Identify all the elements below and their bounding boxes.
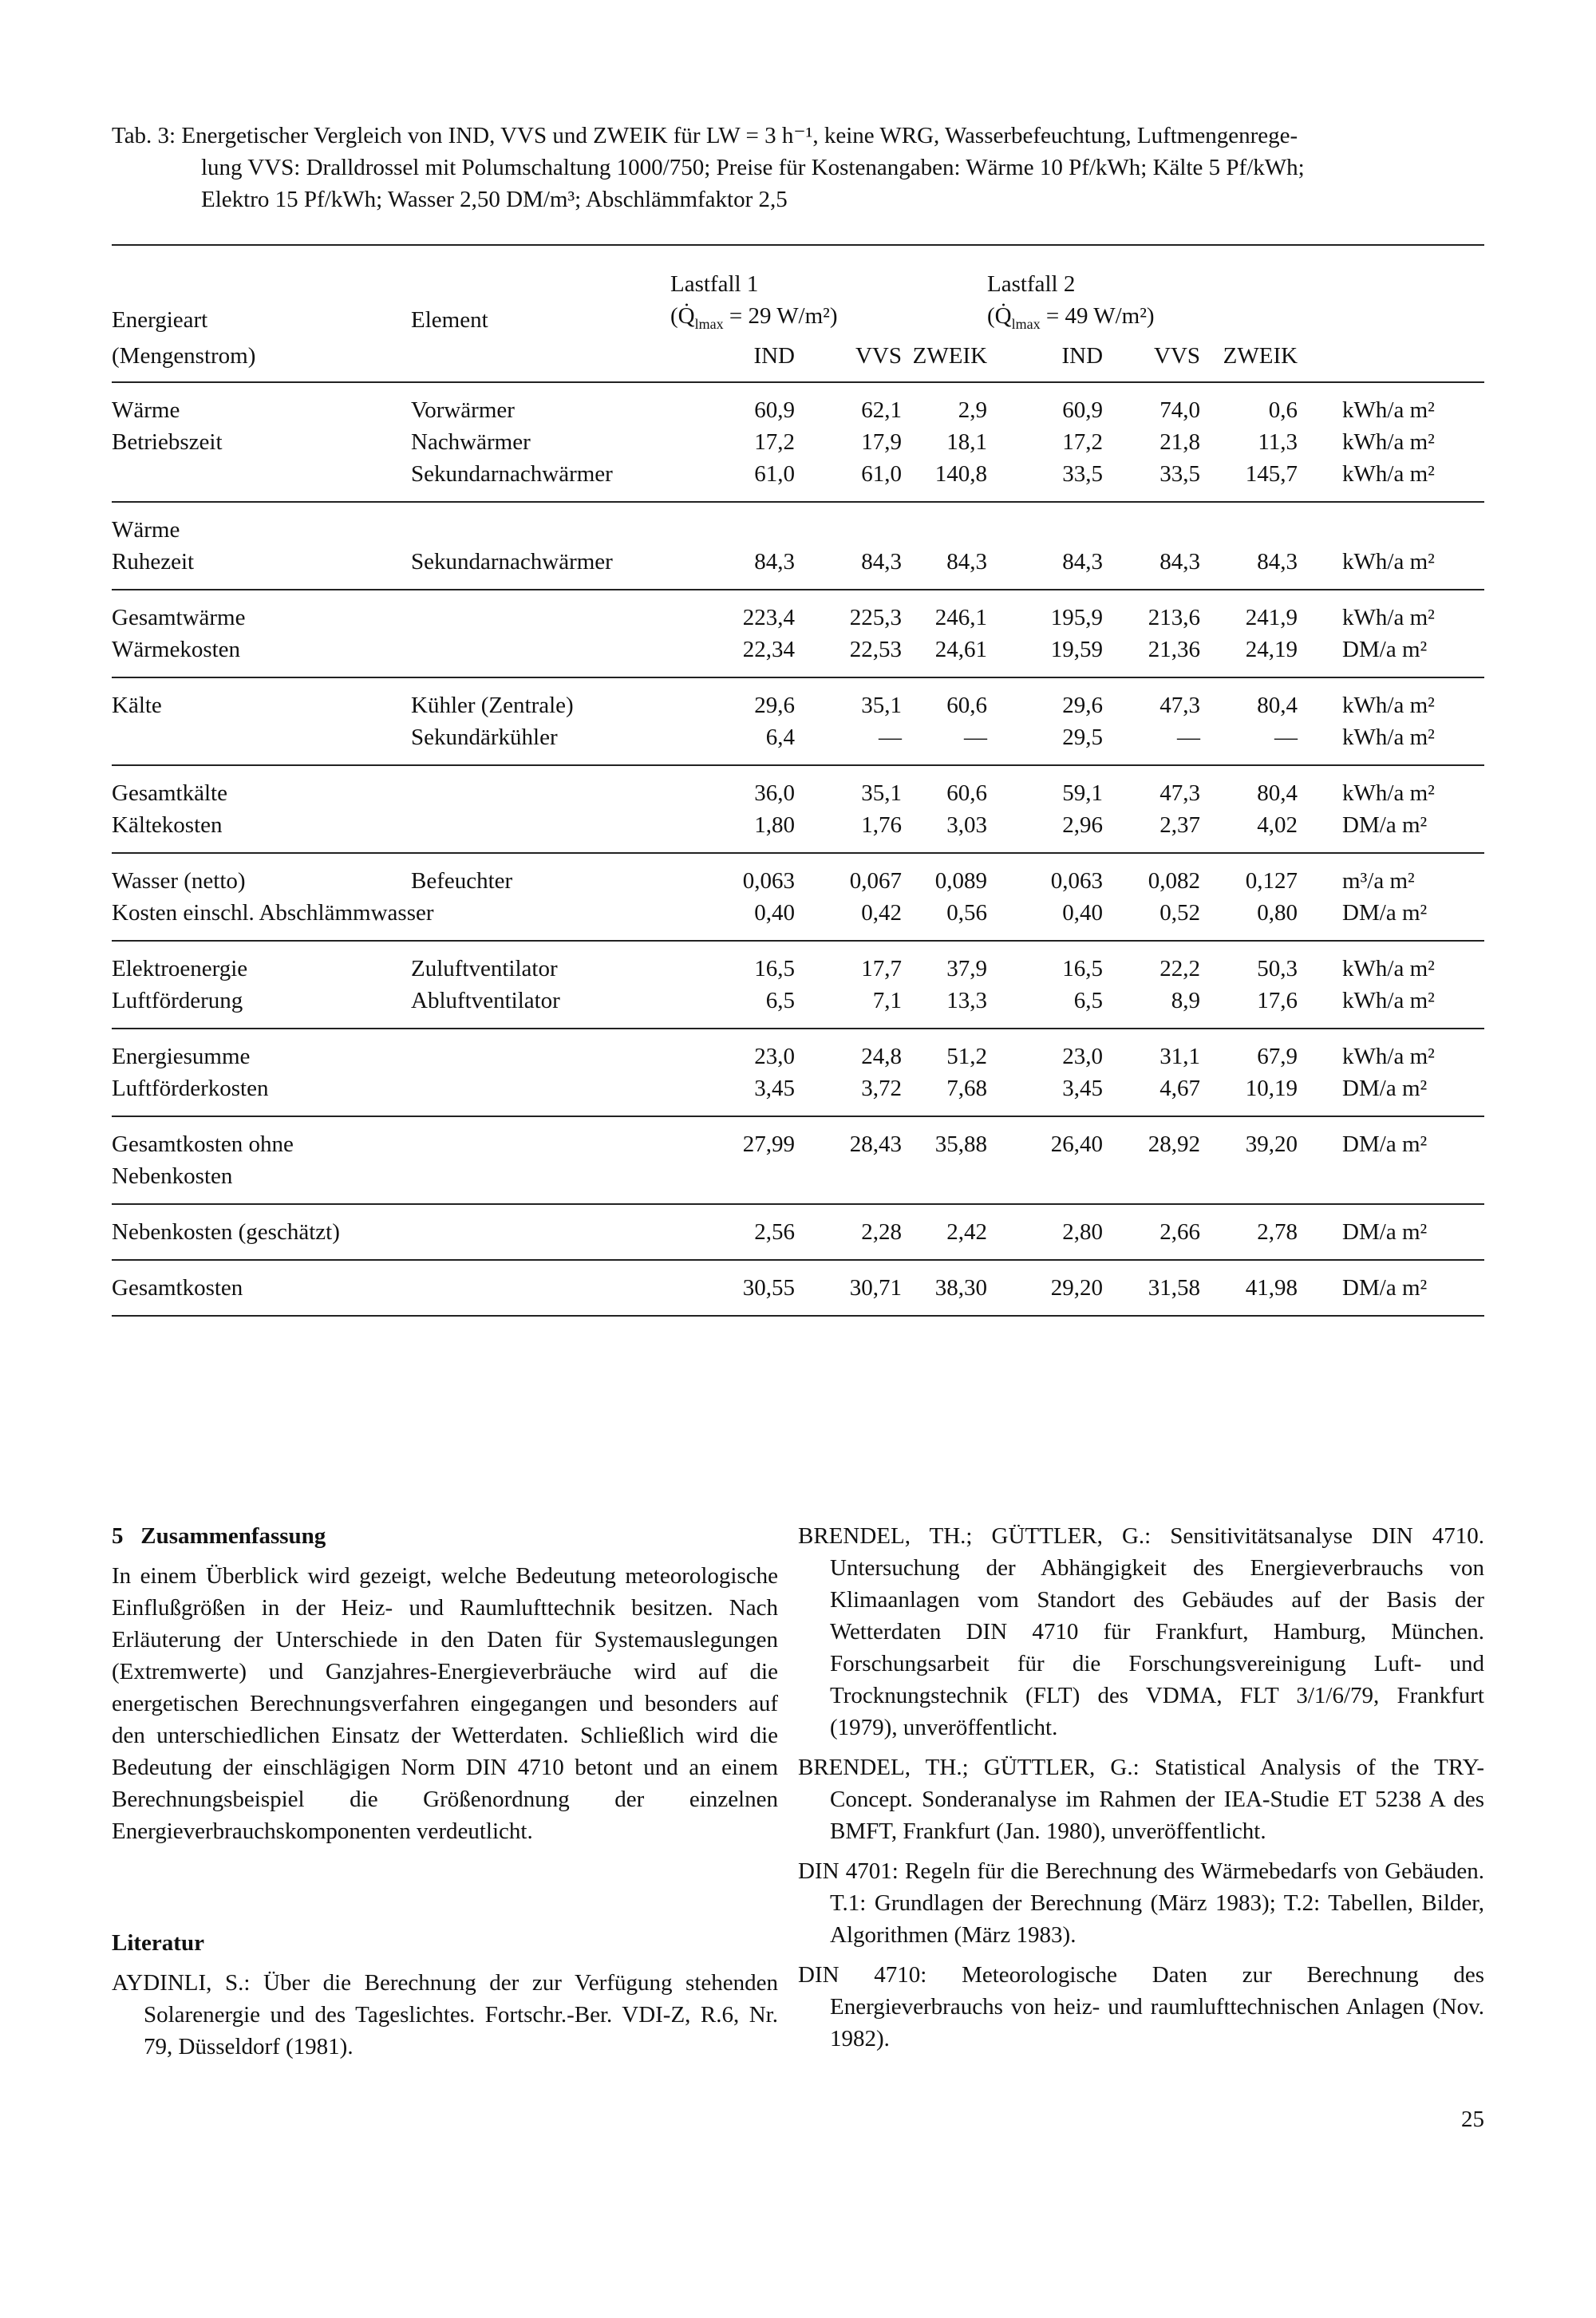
value-cell: 51,2: [946, 1043, 988, 1069]
element-cell: Sekundarnachwärmer: [411, 460, 613, 487]
value-cell: [702, 1160, 795, 1204]
value-cell: 23,0: [754, 1043, 795, 1069]
value-cell: 67,9: [1257, 1043, 1298, 1069]
value-cell: 21,36: [1148, 636, 1201, 662]
energy-type-cell: Wärmekosten: [112, 636, 241, 662]
value-cell: 38,30: [934, 1274, 988, 1301]
table-caption: [112, 120, 1484, 215]
value-cell: 80,4: [1257, 780, 1298, 806]
value-cell: [987, 1160, 1103, 1204]
value-cell: 16,5: [1062, 955, 1104, 981]
unit-cell: kWh/a m²: [1342, 1043, 1435, 1069]
summary-column: [112, 1520, 778, 2071]
element-cell: [411, 1204, 702, 1260]
value-cell: 3,03: [946, 811, 988, 838]
unit-cell: [1298, 502, 1484, 546]
value-cell: 1,80: [754, 811, 795, 838]
value-cell: 145,7: [1245, 460, 1298, 487]
value-cell: 22,34: [742, 636, 795, 662]
value-cell: 59,1: [1062, 780, 1104, 806]
table-row: [112, 1116, 1484, 1160]
system-header: VVS: [1154, 342, 1201, 369]
unit-cell: DM/a m²: [1342, 1131, 1428, 1157]
table-row: [112, 1160, 1484, 1204]
value-cell: 17,7: [861, 955, 902, 981]
energy-type-cell: Wasser (netto): [112, 867, 246, 894]
value-cell: 61,0: [754, 460, 795, 487]
system-header: ZWEIK: [912, 342, 988, 369]
system-header: ZWEIK: [1223, 342, 1298, 369]
value-cell: 21,8: [1159, 428, 1201, 455]
row-group: [112, 590, 1484, 677]
value-cell: 6,5: [765, 987, 795, 1013]
value-cell: 19,59: [1050, 636, 1104, 662]
value-cell: 4,02: [1257, 811, 1298, 838]
element-cell: [411, 897, 702, 941]
value-cell: 39,20: [1245, 1131, 1298, 1157]
energy-type-cell: Luftförderkosten: [112, 1075, 269, 1101]
value-cell: 47,3: [1159, 692, 1201, 718]
value-cell: 29,5: [1062, 724, 1104, 750]
element-cell: Sekundärkühler: [411, 724, 558, 750]
row-group: [112, 1260, 1484, 1316]
value-cell: 6,5: [1073, 987, 1104, 1013]
value-cell: 140,8: [934, 460, 988, 487]
element-cell: [411, 502, 702, 546]
value-cell: 0,42: [861, 899, 902, 926]
value-cell: 7,1: [872, 987, 902, 1013]
value-cell: 62,1: [861, 397, 902, 423]
energy-type-cell: Kältekosten: [112, 811, 223, 838]
energy-type-cell: Gesamtkosten: [112, 1274, 243, 1301]
table-row: [112, 1204, 1484, 1260]
reference: DIN 4701: Regeln für die Berechnung des Wärmebedarfs von Gebäuden. T.1: Grundlagen der Berechnung (März 1983); T.2: Tabellen, Bilder, Algorithmen (März 1983).: [798, 1858, 1484, 1948]
unit-cell: kWh/a m²: [1342, 955, 1435, 981]
value-cell: 37,9: [946, 955, 988, 981]
unit-cell: kWh/a m²: [1342, 724, 1435, 750]
element-cell: [411, 1260, 702, 1316]
value-cell: 0,80: [1257, 899, 1298, 926]
value-cell: 26,40: [1050, 1131, 1104, 1157]
energy-type-cell: [112, 721, 411, 765]
element-cell: [411, 590, 702, 634]
value-cell: 0,063: [1050, 867, 1104, 894]
value-cell: 84,3: [946, 548, 988, 575]
value-cell: 22,2: [1159, 955, 1201, 981]
table-row: [112, 985, 1484, 1029]
value-cell: 60,6: [946, 692, 988, 718]
value-cell: —: [1274, 724, 1298, 750]
energy-type-cell: Nebenkosten (geschätzt): [112, 1218, 340, 1245]
value-cell: 213,6: [1148, 604, 1201, 630]
value-cell: 24,8: [861, 1043, 902, 1069]
value-cell: 241,9: [1245, 604, 1298, 630]
unit-cell: [1298, 1160, 1484, 1204]
unit-cell: DM/a m²: [1342, 899, 1428, 926]
energy-type-cell: Gesamtkosten ohne: [112, 1131, 294, 1157]
case2-q: ($Q̇_{lmax} = 49$ W/m²): [987, 303, 1155, 332]
value-cell: 0,127: [1245, 867, 1298, 894]
value-cell: 24,19: [1245, 636, 1298, 662]
energy-type-cell: Wärme: [112, 397, 180, 423]
row-group: [112, 382, 1484, 502]
literature-heading: Literatur: [112, 1930, 204, 1956]
unit-cell: kWh/a m²: [1342, 397, 1435, 423]
energy-type-cell: Ruhezeit: [112, 548, 195, 575]
value-cell: 6,4: [765, 724, 795, 750]
value-cell: 47,3: [1159, 780, 1201, 806]
unit-cell: kWh/a m²: [1342, 428, 1435, 455]
energy-type-cell: Kosten einschl. Abschlämmwasser: [112, 899, 434, 926]
value-cell: 0,089: [934, 867, 988, 894]
value-cell: 84,3: [861, 548, 902, 575]
element-cell: [411, 634, 702, 677]
value-cell: 225,3: [849, 604, 902, 630]
value-cell: 35,88: [934, 1131, 988, 1157]
value-cell: 4,67: [1159, 1075, 1201, 1101]
energy-type-cell: Energiesumme: [112, 1043, 251, 1069]
value-cell: 2,80: [1062, 1218, 1104, 1245]
value-cell: [1200, 502, 1298, 546]
value-cell: 17,2: [1062, 428, 1104, 455]
value-cell: 2,66: [1159, 1218, 1201, 1245]
unit-cell: kWh/a m²: [1342, 604, 1435, 630]
value-cell: —: [964, 724, 988, 750]
references-column: [798, 1520, 1484, 2063]
value-cell: 29,6: [1062, 692, 1104, 718]
value-cell: 36,0: [754, 780, 795, 806]
value-cell: 10,19: [1245, 1075, 1298, 1101]
value-cell: 223,4: [742, 604, 795, 630]
value-cell: 84,3: [1159, 548, 1201, 575]
value-cell: 22,53: [849, 636, 902, 662]
value-cell: 16,5: [754, 955, 795, 981]
value-cell: 84,3: [1257, 548, 1298, 575]
value-cell: 2,28: [861, 1218, 902, 1245]
case1-q: ($Q̇_{lmax} = 29$ W/m²): [670, 303, 838, 332]
table-row: [112, 897, 1484, 941]
energy-type-cell: Nebenkosten: [112, 1163, 233, 1189]
table-row: [112, 546, 1484, 590]
value-cell: 23,0: [1062, 1043, 1104, 1069]
col-mengenstrom-header: (Mengenstrom): [112, 342, 256, 369]
element-cell: Nachwärmer: [411, 428, 531, 455]
value-cell: —: [879, 724, 902, 750]
value-cell: 35,1: [861, 780, 902, 806]
value-cell: 31,58: [1148, 1274, 1201, 1301]
value-cell: 28,92: [1148, 1131, 1201, 1157]
system-header: IND: [1061, 342, 1104, 369]
table-row: [112, 721, 1484, 765]
value-cell: 3,45: [754, 1075, 795, 1101]
value-cell: 60,9: [754, 397, 795, 423]
summary-body: In einem Überblick wird gezeigt, welche Bedeutung meteorologische Einflußgrößen in der Heiz- und Raumlufttechnik besitzen. Nach Erläuterung der Unterschiede in den Daten für Systemauslegungen (Extremwerte) und Ganzjahres-Energieverbräuche wird auf die energetischen Berechnungsverfahren eingegangen und besonders auf den unterschiedlichen Einsatz der Wetterdaten. Schließlich wird die Bedeutung der einschlägigen Norm DIN 4710 betont und an einem Berechnungsbeispiel die Größenordnung der einzelnen Energieverbrauchskomponenten verdeutlicht.: [112, 1563, 778, 1844]
unit-cell: kWh/a m²: [1342, 987, 1435, 1013]
system-header: VVS: [855, 342, 902, 369]
row-group: [112, 1029, 1484, 1116]
caption-line: lung VVS: Dralldrossel mit Polumschaltung 1000/750; Preise für Kostenangaben: Wärme 10 Pf/kWh; Kälte 5 Pf/kWh;: [201, 155, 1305, 180]
element-cell: Abluftventilator: [411, 987, 560, 1013]
value-cell: [1200, 1160, 1298, 1204]
reference: BRENDEL, TH.; GÜTTLER, G.: Statistical Analysis of the TRY-Concept. Sonderanalyse im Rahmen der IEA-Studie ET 5238 A des BMFT, Frankfurt (Jan. 1980), unveröffentlicht.: [798, 1755, 1484, 1844]
unit-cell: kWh/a m²: [1342, 548, 1435, 575]
value-cell: 33,5: [1062, 460, 1104, 487]
unit-cell: kWh/a m²: [1342, 780, 1435, 806]
unit-cell: DM/a m²: [1342, 1218, 1428, 1245]
value-cell: [987, 502, 1103, 546]
energy-type-cell: Gesamtkälte: [112, 780, 227, 806]
value-cell: [702, 502, 795, 546]
energy-type-cell: Gesamtwärme: [112, 604, 246, 630]
value-cell: 31,1: [1159, 1043, 1201, 1069]
table-header: [112, 245, 1484, 382]
table-row: [112, 426, 1484, 458]
col-element-header: Element: [411, 306, 488, 333]
element-cell: [411, 765, 702, 809]
value-cell: 195,9: [1050, 604, 1104, 630]
value-cell: 80,4: [1257, 692, 1298, 718]
value-cell: 41,98: [1245, 1274, 1298, 1301]
value-cell: 35,1: [861, 692, 902, 718]
table-row: [112, 458, 1484, 502]
value-cell: 17,9: [861, 428, 902, 455]
reference: AYDINLI, S.: Über die Berechnung der zur Verfügung stehenden Solarenergie und des Tageslichtes. Fortschr.-Ber. VDI-Z, R.6, Nr. 79, Düsseldorf (1981).: [112, 1970, 778, 2059]
row-group: [112, 1204, 1484, 1260]
value-cell: [902, 1160, 987, 1204]
element-cell: [411, 1072, 702, 1116]
value-cell: 17,2: [754, 428, 795, 455]
row-group: [112, 853, 1484, 941]
value-cell: —: [1177, 724, 1201, 750]
table-row: [112, 502, 1484, 546]
value-cell: 0,40: [1062, 899, 1104, 926]
value-cell: 3,72: [861, 1075, 902, 1101]
value-cell: 0,52: [1159, 899, 1201, 926]
table-row: [112, 1029, 1484, 1072]
value-cell: 29,6: [754, 692, 795, 718]
element-cell: Zuluftventilator: [411, 955, 558, 981]
col-energieart-header: Energieart: [112, 306, 208, 333]
summary-heading: 5 Zusammenfassung: [112, 1523, 326, 1549]
value-cell: 0,56: [946, 899, 988, 926]
value-cell: 50,3: [1257, 955, 1298, 981]
element-cell: [411, 1029, 702, 1072]
energy-type-cell: Elektroenergie: [112, 955, 248, 981]
value-cell: 3,45: [1062, 1075, 1104, 1101]
energy-type-cell: [112, 458, 411, 502]
value-cell: 11,3: [1258, 428, 1298, 455]
table-row: [112, 634, 1484, 677]
case1-title: Lastfall 1: [670, 271, 759, 297]
value-cell: 2,42: [946, 1218, 988, 1245]
value-cell: 7,68: [946, 1075, 988, 1101]
value-cell: 0,40: [754, 899, 795, 926]
value-cell: [1103, 1160, 1200, 1204]
value-cell: 2,78: [1257, 1218, 1298, 1245]
value-cell: 29,20: [1050, 1274, 1104, 1301]
table-row: [112, 382, 1484, 426]
value-cell: 17,6: [1257, 987, 1298, 1013]
energy-type-cell: Wärme: [112, 516, 180, 543]
value-cell: 2,96: [1062, 811, 1104, 838]
value-cell: 1,76: [861, 811, 902, 838]
unit-cell: kWh/a m²: [1342, 460, 1435, 487]
unit-cell: m³/a m²: [1342, 867, 1415, 894]
value-cell: 60,9: [1062, 397, 1104, 423]
value-cell: 28,43: [849, 1131, 902, 1157]
unit-cell: kWh/a m²: [1342, 692, 1435, 718]
table-row: [112, 941, 1484, 985]
unit-cell: DM/a m²: [1342, 1075, 1428, 1101]
element-cell: [411, 1160, 702, 1204]
energy-type-cell: Kälte: [112, 692, 162, 718]
value-cell: 60,6: [946, 780, 988, 806]
value-cell: 84,3: [754, 548, 795, 575]
value-cell: [1103, 502, 1200, 546]
value-cell: 0,6: [1268, 397, 1298, 423]
row-group: [112, 502, 1484, 590]
element-cell: Vorwärmer: [411, 397, 515, 423]
element-cell: Kühler (Zentrale): [411, 692, 574, 718]
row-group: [112, 677, 1484, 765]
table-row: [112, 1072, 1484, 1116]
reference: DIN 4710: Meteorologische Daten zur Berechnung des Energieverbrauchs von heiz- und raumlufttechnischen Anlagen (Nov. 1982).: [798, 1962, 1484, 2051]
unit-cell: DM/a m²: [1342, 1274, 1428, 1301]
row-group: [112, 941, 1484, 1029]
page-number: 25: [1461, 2107, 1484, 2132]
value-cell: [902, 502, 987, 546]
table-row: [112, 765, 1484, 809]
value-cell: 74,0: [1159, 397, 1201, 423]
unit-cell: DM/a m²: [1342, 636, 1428, 662]
value-cell: 0,082: [1148, 867, 1201, 894]
value-cell: 2,56: [754, 1218, 795, 1245]
value-cell: 33,5: [1159, 460, 1201, 487]
case2-title: Lastfall 2: [987, 271, 1076, 297]
reference: BRENDEL, TH.; GÜTTLER, G.: Sensitivitätsanalyse DIN 4710. Untersuchung der Abhängigkeit des Energieverbrauchs von Klimaanlagen vom Standort des Gebäudes auf der Basis der Wetterdaten DIN 4710 für Frankfurt, Hamburg, München. Forschungsarbeit für die Forschungsvereinigung Luft- und Trocknungstechnik (FLT) des VDMA, FLT 3/1/6/79, Frankfurt (1979), unveröffentlicht.: [798, 1523, 1484, 1740]
value-cell: 2,37: [1159, 811, 1201, 838]
table-row: [112, 853, 1484, 897]
value-cell: 0,063: [742, 867, 795, 894]
value-cell: [795, 1160, 902, 1204]
value-cell: 13,3: [946, 987, 988, 1013]
energy-type-cell: Luftförderung: [112, 987, 243, 1013]
value-cell: 61,0: [861, 460, 902, 487]
element-cell: Befeuchter: [411, 867, 513, 894]
value-cell: 27,99: [742, 1131, 795, 1157]
energy-comparison-table: [112, 244, 1484, 1317]
value-cell: 18,1: [946, 428, 988, 455]
energy-type-cell: Betriebszeit: [112, 428, 223, 455]
value-cell: 0,067: [849, 867, 902, 894]
element-cell: Sekundarnachwärmer: [411, 548, 613, 575]
value-cell: 84,3: [1062, 548, 1104, 575]
value-cell: [795, 502, 902, 546]
value-cell: 30,55: [742, 1274, 795, 1301]
value-cell: 24,61: [934, 636, 988, 662]
unit-cell: DM/a m²: [1342, 811, 1428, 838]
value-cell: 246,1: [934, 604, 988, 630]
system-header: IND: [753, 342, 795, 369]
element-cell: [411, 1116, 702, 1160]
table-row: [112, 590, 1484, 634]
table-row: [112, 1260, 1484, 1316]
value-cell: 30,71: [849, 1274, 902, 1301]
value-cell: 8,9: [1171, 987, 1201, 1013]
element-cell: [411, 809, 702, 853]
value-cell: 2,9: [958, 397, 988, 423]
table-row: [112, 677, 1484, 721]
caption-line: Elektro 15 Pf/kWh; Wasser 2,50 DM/m³; Abschlämmfaktor 2,5: [201, 187, 788, 212]
row-group: [112, 1116, 1484, 1204]
row-group: [112, 765, 1484, 853]
caption-line: Tab. 3: Energetischer Vergleich von IND, VVS und ZWEIK für LW = 3 h⁻¹, keine WRG, Wasserbefeuchtung, Luftmengenrege-: [112, 123, 1298, 148]
table-row: [112, 809, 1484, 853]
